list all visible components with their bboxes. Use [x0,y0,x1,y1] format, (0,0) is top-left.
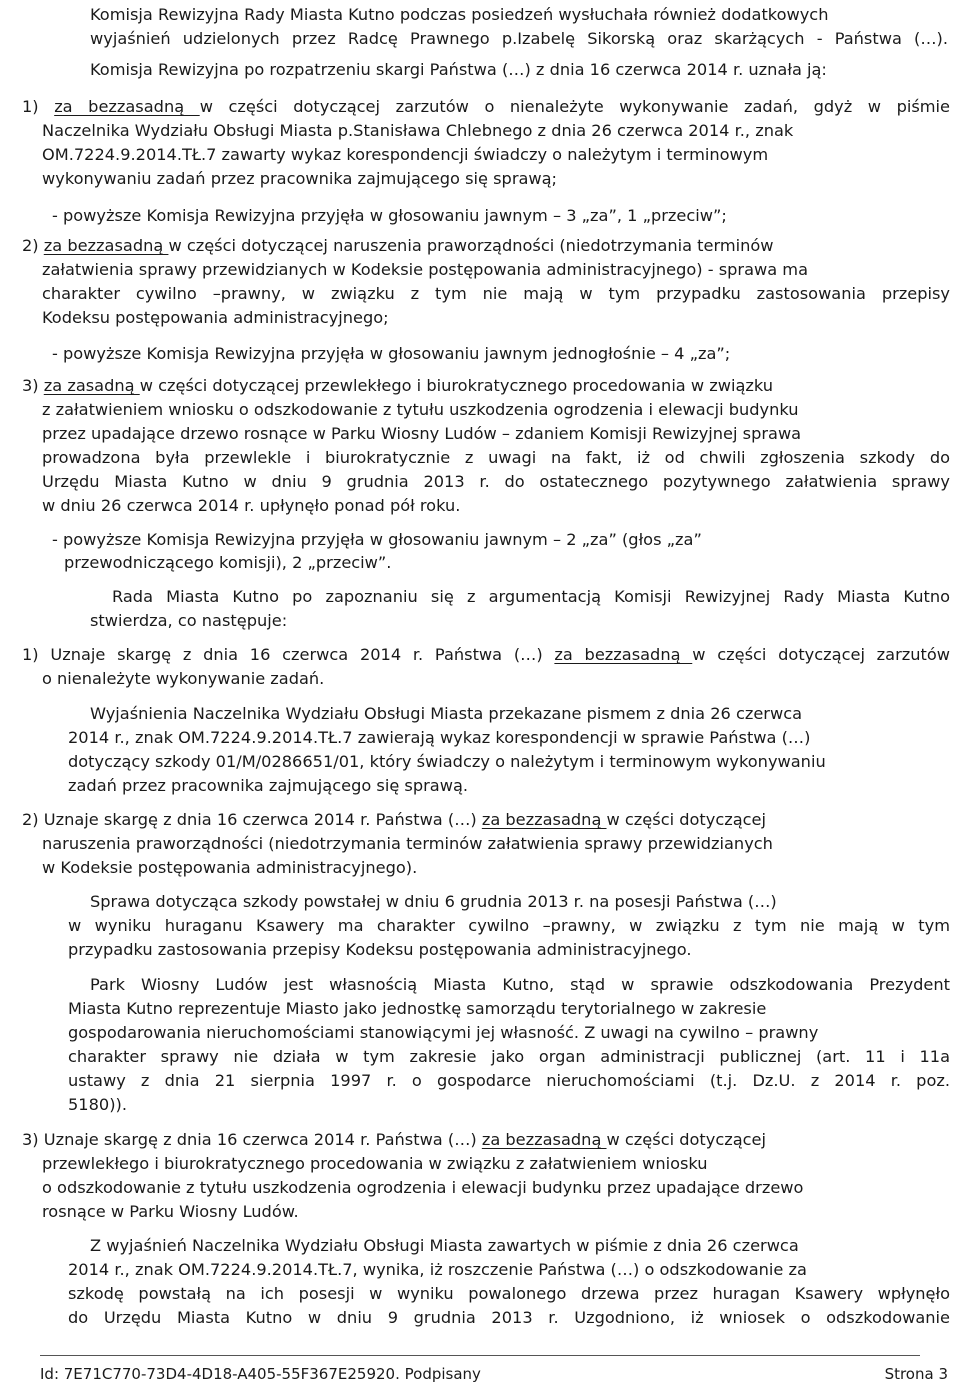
text-line: 2014 r., znak OM.7224.9.2014.TŁ.7 zawierają wykaz korespondencji w sprawie Państwa (…) [68,728,811,747]
text-line: przewlekłego i biurokratycznego procedowania w związku z załatwieniem wniosku [42,1154,708,1173]
underlined-phrase: za bezzasadną [43,236,169,255]
text-line: załatwienia sprawy przewidzianych w Kodeksie postępowania administracyjnego) - sprawa ma [42,260,808,279]
text-line: charakter sprawy nie działa w tym zakresie jako organ administracji publicznej (art. 11 i 11a [68,1047,950,1066]
text-line: dotyczący szkody 01/M/0286651/01, który świadczy o należytym i terminowym wykonywaniu [68,752,826,771]
text-line: Park Wiosny Ludów jest własnością Miasta Kutno, stąd w sprawie odszkodowania Prezydent [90,975,950,994]
text-fragment: w części dotyczącej zarzutów [692,645,950,664]
text-line: gospodarowania nieruchomościami stanowiącymi jej własność. Z uwagi na cywilno – prawny [68,1023,819,1042]
text-line [22,645,950,667]
text-fragment: 2) Uznaje skargę z dnia 16 czerwca 2014 r. Państwa (…) [22,810,482,829]
text-line [22,1130,950,1152]
text-line: Rada Miasta Kutno po zapoznaniu się z argumentacją Komisji Rewizyjnej Rady Miasta Kutno [112,587,950,606]
text-line: - powyższe Komisja Rewizyjna przyjęła w głosowaniu jawnym – 2 „za” (głos „za” [52,530,702,549]
text-line: OM.7224.9.2014.TŁ.7 zawarty wykaz korespondencji świadczy o należytym i terminowym [42,145,769,164]
text-line [22,376,950,398]
text-line: zadań przez pracownika zajmującego się sprawą. [68,776,469,795]
text-line: prowadzona była przewlekle i biurokratycznie z uwagi na fakt, iż od chwili zgłoszenia szkody do [42,448,950,467]
text-line: 2014 r., znak OM.7224.9.2014.TŁ.7, wynika, iż roszczenie Państwa (…) o odszkodowanie za [68,1260,807,1279]
text-fragment: w części dotyczącej [606,810,767,829]
text-line: przewodniczącego komisji), 2 „przeciw”. [64,553,392,572]
text-line: rosnące w Parku Wiosny Ludów. [42,1202,299,1221]
text-fragment: w części dotyczącej zarzutów o nienależyte wykonywanie zadań, gdyż w piśmie [199,97,950,116]
text-line [22,97,950,119]
text-line: ustawy z dnia 21 sierpnia 1997 r. o gospodarce nieruchomościami (t.j. Dz.U. z 2014 r. poz. [68,1071,950,1090]
underlined-phrase: za bezzasadną [481,1130,607,1149]
text-line: w wyniku huraganu Ksawery ma charakter cywilno –prawny, w związku z tym nie mają w tym [68,916,950,935]
text-line: przypadku zastosowania przepisy Kodeksu postępowania administracyjnego. [68,940,692,959]
text-line: przez upadające drzewo rosnące w Parku Wiosny Ludów – zdaniem Komisji Rewizyjnej sprawa [42,424,802,443]
underlined-phrase: za bezzasadną [481,810,607,829]
text-line: Miasta Kutno reprezentuje Miasto jako jednostkę samorządu terytorialnego w zakresie [68,999,767,1018]
text-line: Kodeksu postępowania administracyjnego; [42,308,389,327]
text-line: wyjaśnień udzielonych przez Radcę Prawnego p.Izabelę Sikorską oraz skarżących - Państwa (…). [90,29,948,48]
text-line: wykonywaniu zadań przez pracownika zajmującego się sprawą; [42,169,558,188]
underlined-phrase: za bezzasadną [54,97,200,116]
text-line: charakter cywilno –prawny, w związku z tym nie mają w tym przypadku zastosowania przepisy [42,284,950,303]
text-fragment: w części dotyczącej [606,1130,767,1149]
text-line: - powyższe Komisja Rewizyjna przyjęła w głosowaniu jawnym – 3 „za”, 1 „przeciw”; [52,206,727,225]
text-line: do Urzędu Miasta Kutno w dniu 9 grudnia 2013 r. Uzgodniono, iż wniosek o odszkodowanie [68,1308,950,1327]
text-line: 5180)). [68,1095,127,1114]
underlined-phrase: za bezzasadną [554,645,693,664]
text-line: Komisja Rewizyjna Rady Miasta Kutno podczas posiedzeń wysłuchała również dodatkowych [90,5,829,24]
text-line: - powyższe Komisja Rewizyjna przyjęła w głosowaniu jawnym jednogłośnie – 4 „za”; [52,344,731,363]
text-line: w Kodeksie postępowania administracyjnego). [42,858,418,877]
text-fragment: w części dotyczącej naruszenia praworządności (niedotrzymania terminów [168,236,774,255]
text-line [22,236,950,258]
text-line: Urzędu Miasta Kutno w dniu 9 grudnia 2013 r. do ostatecznego pozytywnego załatwienia sprawy [42,472,950,491]
underlined-phrase: za zasadną [43,376,140,395]
text-line: naruszenia praworządności (niedotrzymania terminów załatwienia sprawy przewidzianych [42,834,773,853]
footer-divider [40,1355,920,1356]
text-fragment: 3) Uznaje skargę z dnia 16 czerwca 2014 r. Państwa (…) [22,1130,482,1149]
text-fragment: 2) [22,236,44,255]
text-line: Wyjaśnienia Naczelnika Wydziału Obsługi Miasta przekazane pismem z dnia 26 czerwca [90,704,803,723]
text-line: o odszkodowanie z tytułu uszkodzenia ogrodzenia i elewacji budynku przez upadające drzewo [42,1178,804,1197]
text-fragment: 1) [22,97,55,116]
text-line: szkodę powstałą na ich posesji w wyniku powalonego drzewa przez huragan Ksawery wpłynęło [68,1284,950,1303]
text-line: w dniu 26 czerwca 2014 r. upłynęło ponad pół roku. [42,496,461,515]
text-line [22,810,950,832]
text-line: Sprawa dotycząca szkody powstałej w dniu 6 grudnia 2013 r. na posesji Państwa (…) [90,892,777,911]
footer-document-id: Id: 7E71C770-73D4-4D18-A405-55F367E25920. Podpisany [40,1365,481,1383]
text-fragment: w części dotyczącej przewlekłego i biurokratycznego procedowania w związku [139,376,774,395]
text-line: o nienależyte wykonywanie zadań. [42,669,325,688]
text-line: z załatwieniem wniosku o odszkodowanie z tytułu uszkodzenia ogrodzenia i elewacji budynku [42,400,799,419]
text-line: Komisja Rewizyjna po rozpatrzeniu skargi Państwa (…) z dnia 16 czerwca 2014 r. uznała ją: [90,60,827,79]
footer-page-number: Strona 3 [884,1365,948,1383]
text-line: Z wyjaśnień Naczelnika Wydziału Obsługi Miasta zawartych w piśmie z dnia 26 czerwca [90,1236,799,1255]
text-line: Naczelnika Wydziału Obsługi Miasta p.Stanisława Chlebnego z dnia 26 czerwca 2014 r., znak [42,121,794,140]
text-fragment: 3) [22,376,44,395]
text-line: stwierdza, co następuje: [90,611,288,630]
text-fragment: 1) Uznaje skargę z dnia 16 czerwca 2014 r. Państwa (…) [22,645,555,664]
